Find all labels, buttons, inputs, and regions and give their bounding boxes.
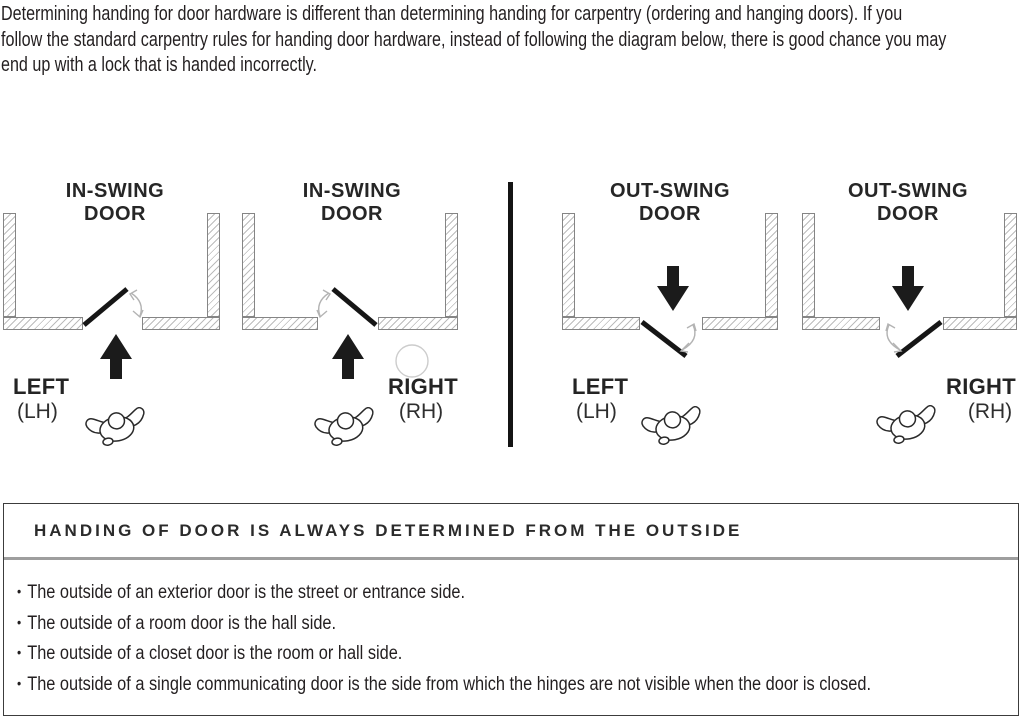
- hand-label-right-2: RIGHT: [946, 374, 1016, 399]
- rules-box: [3, 503, 1019, 716]
- bullet-dot-icon: •: [17, 644, 22, 660]
- approach-arrow-icon: [657, 266, 689, 311]
- intro-line: end up with a lock that is handed incorrectly.: [1, 54, 318, 76]
- swing-arc-arrowhead-icon: [893, 343, 901, 352]
- diagram-title-line: IN-SWING: [302, 180, 402, 202]
- bullet-dot-icon: •: [17, 613, 22, 630]
- person-icon: [314, 407, 378, 448]
- hand-label-left-2: LEFT: [572, 374, 629, 399]
- person-icon: [641, 406, 705, 447]
- approach-arrow-icon: [892, 266, 924, 311]
- swing-arc-icon: [887, 325, 900, 350]
- intro-line: follow the standard carpentry rules for handing door hardware, instead of following the diagram below, there is good chance you may: [1, 28, 947, 51]
- rules-bullet: [17, 669, 1006, 700]
- rules-bullet-text: The outside of a closet door is the room or hall side.: [27, 643, 403, 664]
- swing-arc-icon: [319, 293, 329, 316]
- rules-bullet: [17, 638, 1006, 669]
- diagram-title-line: OUT-SWING: [609, 180, 731, 202]
- doorknob-circle: [396, 345, 428, 377]
- door-leaf: [897, 322, 941, 356]
- person-icon: [85, 407, 149, 448]
- rules-bullet-list: [17, 577, 1006, 699]
- door-diagram-graphics: [0, 170, 1024, 460]
- swing-arc-icon: [131, 293, 141, 316]
- hand-abbr-lh-2: (LH): [576, 400, 617, 423]
- approach-arrow-icon: [332, 334, 364, 379]
- diagram-title-line: DOOR: [84, 203, 146, 225]
- hand-abbr-rh-2: (RH): [967, 400, 1013, 423]
- rules-box-divider: [4, 557, 1018, 560]
- swing-arc-arrowhead-icon: [681, 343, 689, 352]
- diagram-title-line: IN-SWING: [65, 180, 165, 202]
- hand-abbr-lh-1: (LH): [17, 400, 58, 423]
- diagram-title-line: DOOR: [877, 203, 939, 225]
- bullet-dot-icon: •: [17, 583, 22, 599]
- diagram-title-line: DOOR: [321, 203, 383, 225]
- door-leaf: [84, 289, 127, 325]
- diagram-title-line: DOOR: [639, 203, 701, 225]
- hand-label-right-1: RIGHT: [388, 374, 458, 399]
- door-leaf: [333, 289, 376, 325]
- diagram-title-line: OUT-SWING: [847, 180, 969, 202]
- intro-line: Determining handing for door hardware is different than determining handing for carpentry (ordering and hanging doors). If you: [1, 3, 903, 25]
- swing-arc-icon: [682, 325, 695, 350]
- person-icon: [876, 405, 940, 446]
- rules-bullet-text: The outside of a room door is the hall side.: [27, 612, 337, 634]
- approach-arrow-icon: [100, 334, 132, 379]
- door-leaf: [642, 322, 686, 356]
- rules-bullet: [17, 608, 1006, 639]
- hand-label-left-1: LEFT: [13, 374, 70, 399]
- rules-bullet: [17, 577, 1006, 608]
- bullet-dot-icon: •: [17, 674, 22, 691]
- intro-paragraph: [1, 2, 1024, 79]
- rules-bullet-text: The outside of a single communicating door is the side from which the hinges are not visible when the door is closed.: [27, 673, 872, 695]
- rules-bullet-text: The outside of an exterior door is the street or entrance side.: [27, 582, 466, 603]
- rules-box-title: HANDING OF DOOR IS ALWAYS DETERMINED FROM THE OUTSIDE: [34, 521, 743, 540]
- hand-abbr-rh-1: (RH): [398, 400, 444, 423]
